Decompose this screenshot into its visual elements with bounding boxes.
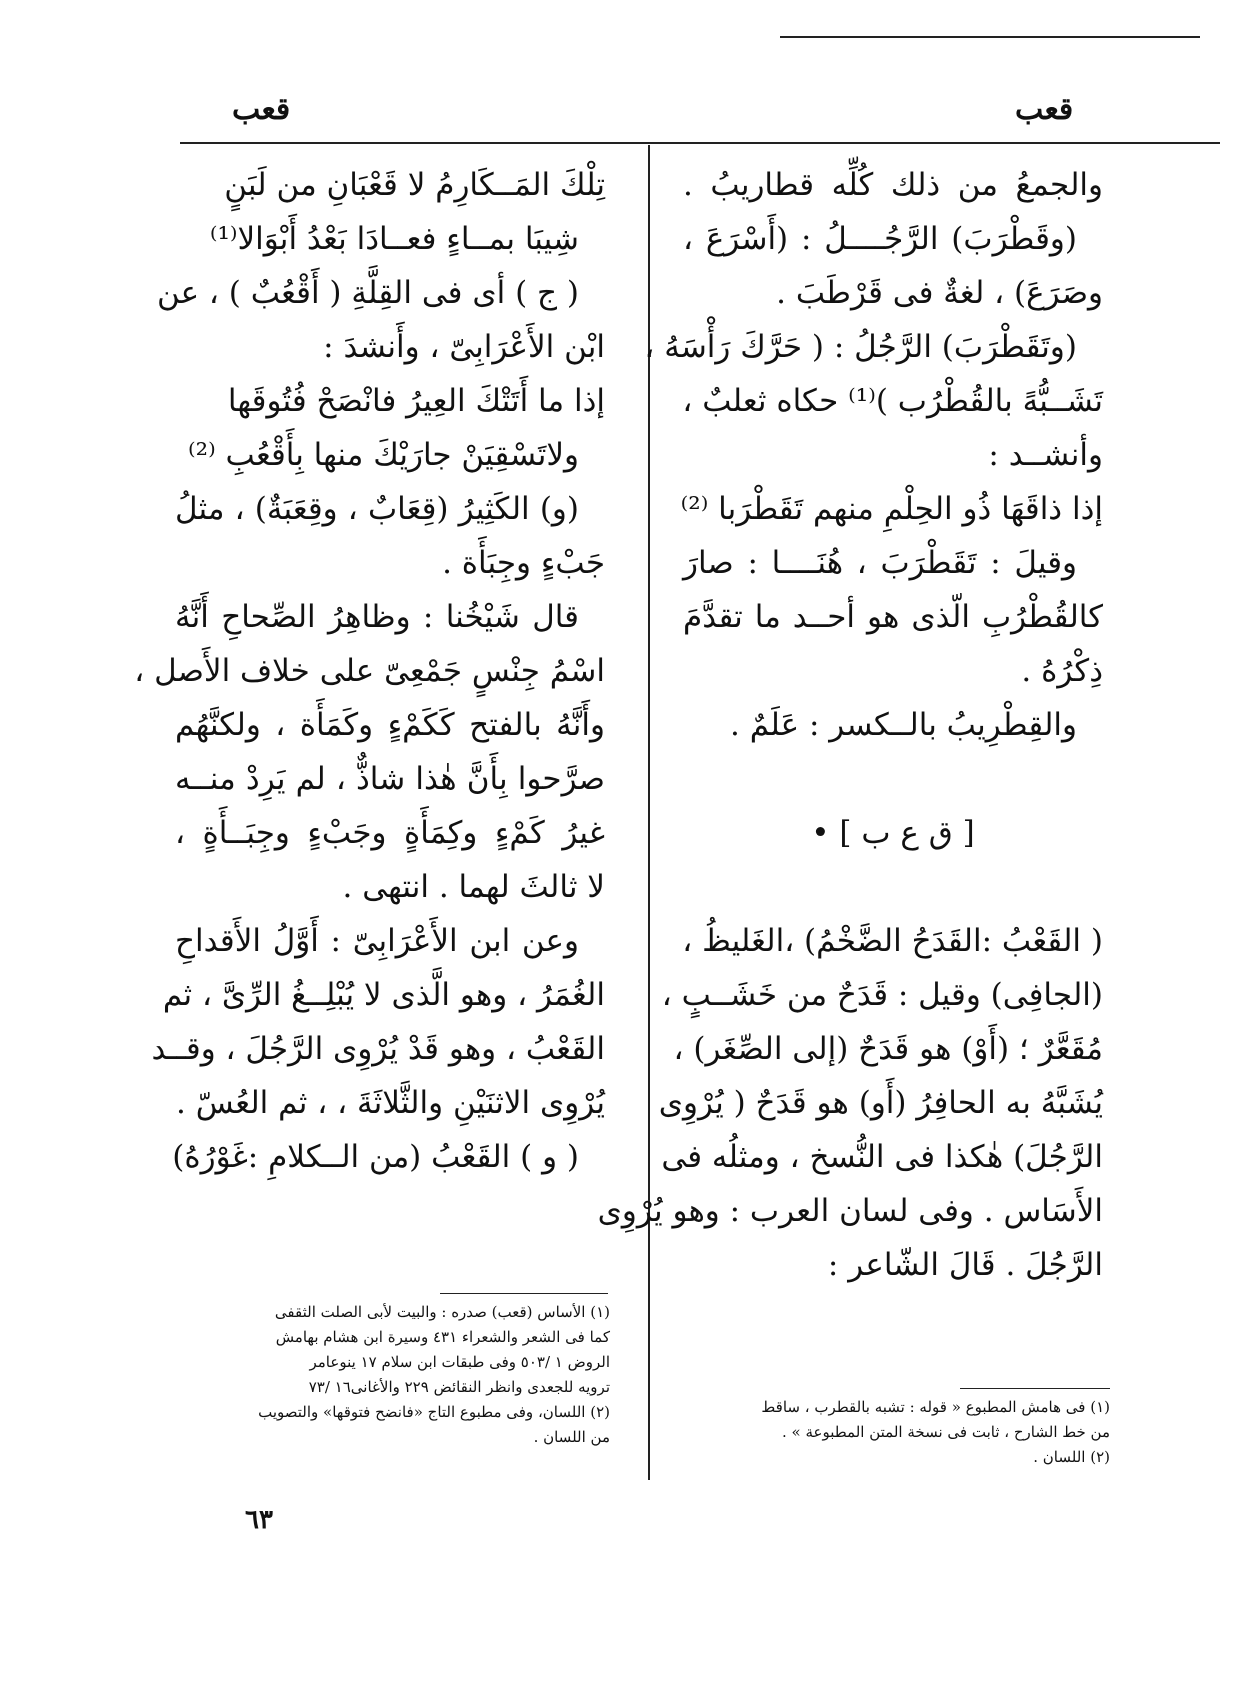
footnote-line: (١) فى هامش المطبوع « قوله : تشبه بالقطرب ، ساقط	[761, 1398, 1110, 1416]
text-line: ( القَعْبُ :القَدَحُ الضَّخْمُ) ،الغَليظُ ،	[682, 923, 1103, 959]
footnote-line: كما فى الشعر والشعراء ٤٣١ وسيرة ابن هشام بهامش	[275, 1328, 610, 1346]
text-line: (وتَقَطْرَبَ) الرَّجُلُ : ( حَرَّكَ رَأْسَهُ ،	[644, 329, 1077, 365]
text-line: (وقَطْرَبَ) الرَّجُــــلُ : (أَسْرَعَ ،	[683, 221, 1077, 257]
running-head-right: قعب	[1015, 92, 1074, 127]
text-line: (و) الكَثِيرُ (قِعَابٌ ، وقِعَبَةٌ) ، مثلُ	[175, 491, 579, 527]
verse-line: تِلْكَ المَــكَارِمُ لا قَعْبَانِ من لَبَنٍ	[224, 167, 605, 203]
verse-line: إذا ما أَتَتْكَ العِيرُ فانْصَحْ فُتُوقَها	[227, 383, 605, 419]
text-line: وعن ابن الأَعْرَابِىّ : أَوَّلُ الأَقداحِ	[175, 923, 579, 959]
verse-line: ولاتَسْقِيَنْ جارَيْكَ منها بِأَقْعُبِ ⁽²⁾	[188, 437, 579, 473]
header-rule	[180, 142, 1220, 144]
text-line: والجمعُ من ذلك كُلِّه قطاريبُ .	[683, 167, 1103, 203]
text-line: قال شَيْخُنا : وظاهِرُ الصِّحاحِ أَنَّهُ	[175, 599, 579, 635]
text-line: كالقُطْرُبِ الّذى هو أحــد ما تقدَّمَ	[683, 599, 1103, 635]
spacer-line	[683, 752, 1103, 806]
text-line: غيرُ كَمْءٍ وكِمَأَةٍ وجَبْءٍ وجِبَــأَةٍ ،	[175, 815, 605, 851]
text-line: ابْن الأَعْرَابِىّ ، وأَنشدَ :	[323, 329, 605, 365]
text-line: الرَّجُلَ . قَالَ الشّاعر :	[827, 1247, 1103, 1283]
footnote-line: (١) الأساس (قعب) صدره : والبيت لأبى الصلت الثقفى	[274, 1303, 610, 1321]
text-line: وقيلَ : تَقَطْرَبَ ، هُنَــــا : صارَ	[683, 545, 1077, 581]
text-line: جَبْءٍ وجِبَأَة .	[442, 545, 605, 581]
text-line: وصَرَعَ) ، لغةٌ فى قَرْطَبَ .	[776, 275, 1103, 311]
footnote-line: (٢) اللسان، وفى مطبوع التاج «فانضح فتوقها» والتصويب	[258, 1403, 610, 1421]
text-line: وأَنَّهُ بالفتح كَكَمْءٍ وكَمَأَة ، ولكنَّهُم	[175, 707, 605, 743]
text-line: الغُمَرُ ، وهو الَّذى لا يُبْلِــغُ الرِّىَّ ، ثم	[162, 977, 605, 1013]
text-line: الرَّجُلَ) هٰكذا فى النُّسخ ، ومثلُه فى	[661, 1139, 1103, 1175]
text-line: يُرْوِى الاثنَيْنِ والثَّلاثَةَ ، ، ثم العُسّ .	[176, 1085, 605, 1121]
text-line: الأَسَاس . وفى لسان العرب : وهو يُرْوِى	[597, 1193, 1103, 1229]
footnote-line: (٢) اللسان .	[1033, 1448, 1110, 1466]
footnote-line: الروض ١ /٥٠٣ وفى طبقات ابن سلام ١٧ ينوعامر	[309, 1353, 610, 1371]
footnotes-left	[180, 1300, 610, 1450]
footnote-line: ترويه للجعدى وانظر النقائض ٢٢٩ والأغانى١٦ /٧٣	[308, 1378, 610, 1396]
running-head-left: قعب	[232, 92, 291, 127]
text-line: وأنشــد :	[988, 437, 1103, 473]
text-line: والقِطْرِيبُ بالــكسر : عَلَمٌ .	[730, 707, 1077, 743]
footnote-line: من خط الشارح ، ثابت فى نسخة المتن المطبوعة » .	[782, 1423, 1110, 1441]
verse-line: شِيبَا بمــاءٍ فعــادَا بَعْدُ أَبْوَالا⁽¹⁾	[209, 221, 579, 257]
text-line: ( و ) القَعْبُ (من الــكلامِ :غَوْرُهُ)	[172, 1139, 579, 1175]
text-line: تَشَــبُّهً بالقُطْرُب )⁽¹⁾ حكاه ثعلبٌ ،	[682, 383, 1103, 419]
text-line: يُشَبَّهُ به الحافِرُ (أَو) هو قَدَحٌ ( يُرْوِى	[658, 1085, 1103, 1121]
footnote-line: من اللسان .	[533, 1428, 610, 1446]
text-line: (الجافِى) وقيل : قَدَحٌ من خَشَــبٍ ،	[661, 977, 1103, 1013]
text-line: صرَّحوا بِأَنَّ هٰذا شاذٌّ ، لم يَرِدْ منــه	[175, 761, 605, 797]
right-column	[597, 158, 1103, 1292]
page-number: ٦٣	[245, 1505, 273, 1535]
footnote-rule-right	[960, 1388, 1110, 1389]
left-column	[134, 158, 605, 1184]
text-line: لا ثالثَ لهما . انتهى .	[342, 869, 605, 905]
text-line: ( ج ) أى فى القِلَّةِ ( أَقْعُبٌ ) ، عن	[156, 275, 579, 311]
spacer-line	[683, 860, 1103, 914]
entry-heading: [ ق ع ب ] •	[811, 815, 975, 851]
footnote-rule-left	[440, 1293, 608, 1294]
verse-line: إذا ذاقَهَا ذُو الحِلْمِ منهم تَقَطْرَبا ⁽²⁾	[680, 491, 1103, 527]
text-line: القَعْبُ ، وهو قَدْ يُرْوِى الرَّجُلَ ، وقــد	[151, 1031, 605, 1067]
text-line: ذِكْرُهُ .	[1021, 653, 1103, 689]
footnotes-right	[690, 1395, 1110, 1470]
top-rule	[780, 36, 1200, 38]
text-line: اسْمُ جِنْسٍ جَمْعِىّ على خلاف الأَصل ،	[134, 653, 605, 689]
text-line: مُقَعَّرٌ ؛ (أَوْ) هو قَدَحٌ (إلى الصِّغَر) ،	[673, 1031, 1103, 1067]
